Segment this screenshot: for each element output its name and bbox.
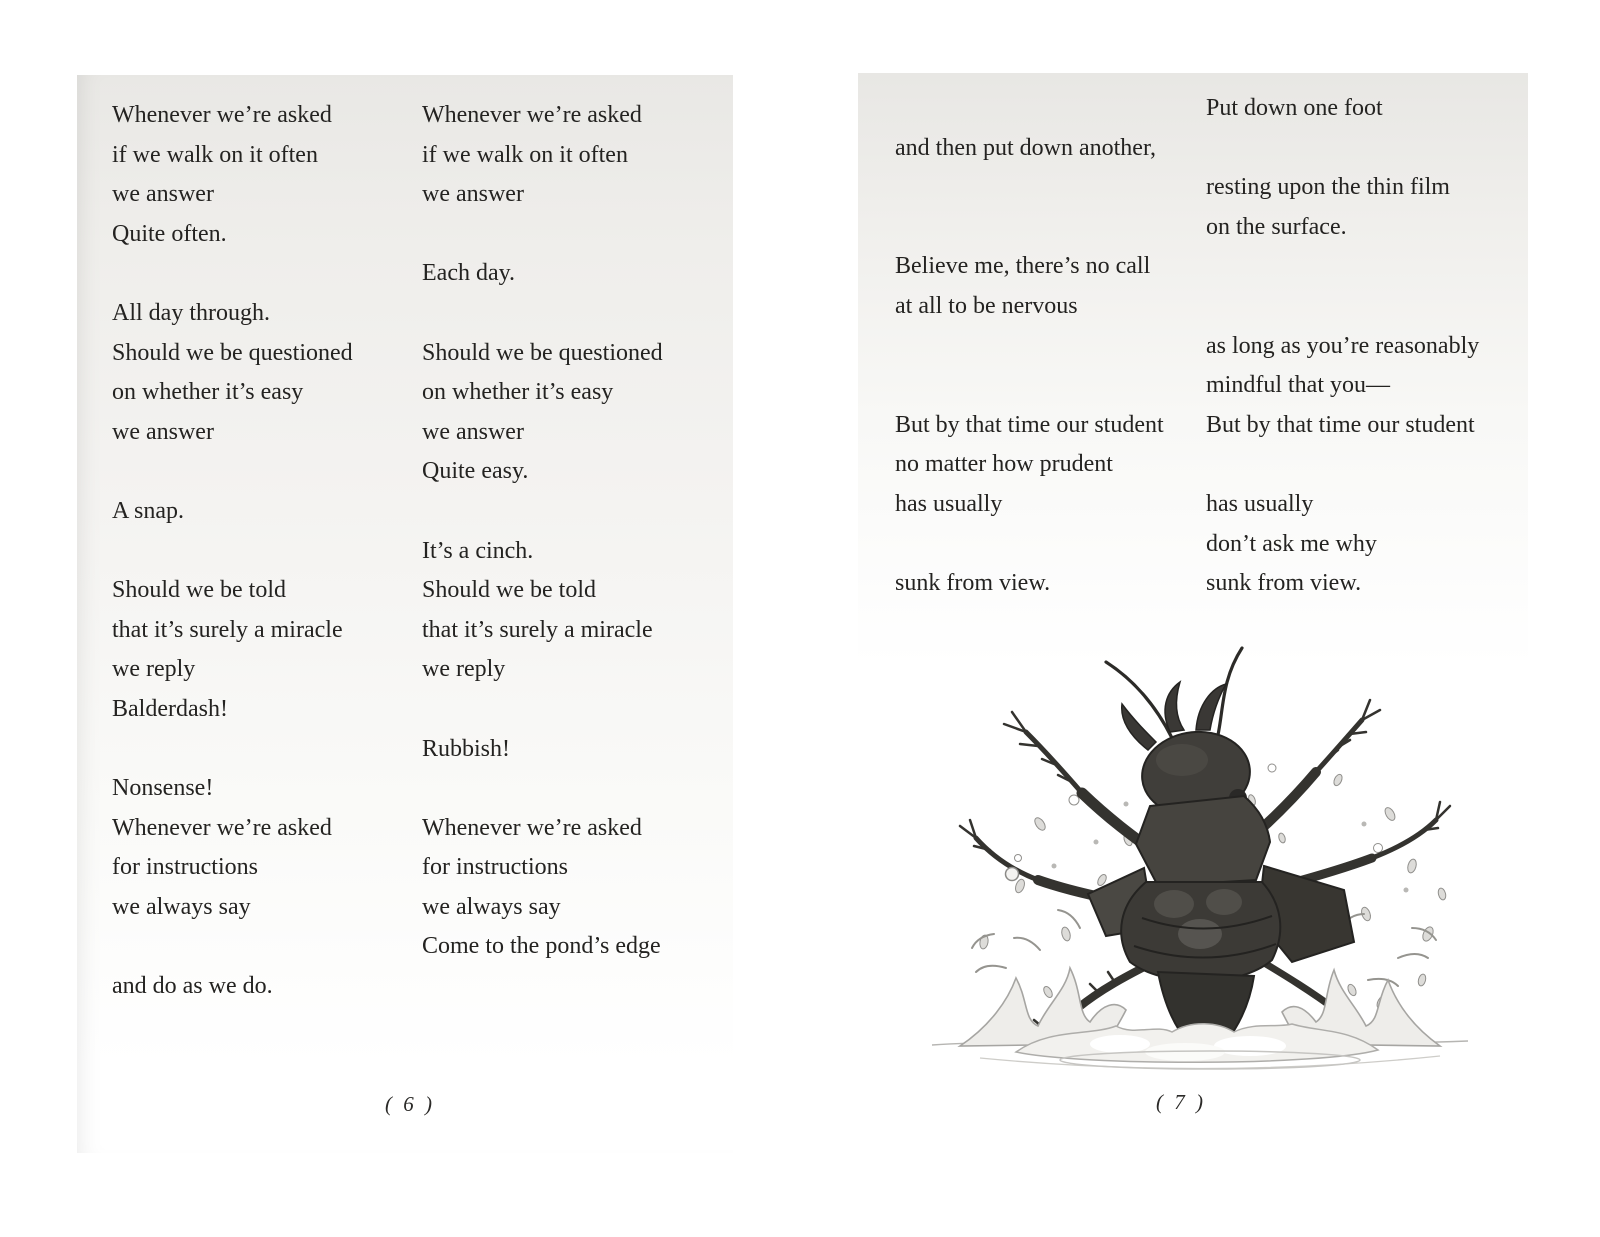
poem-line-blank [895, 327, 1164, 367]
poem-line: if we walk on it often [422, 141, 628, 168]
poem-line-blank [1206, 129, 1479, 169]
poem-line: resting upon the thin film [1206, 174, 1450, 201]
poem-column-left-voice [112, 96, 353, 1007]
poem-line: Rubbish! [422, 735, 511, 762]
page-number: ( 7 ) [1156, 1090, 1206, 1114]
poem-line-blank [895, 208, 1164, 248]
poem-line: But by that time our student [895, 411, 1164, 438]
poem-line-blank [422, 769, 663, 809]
poem-line: that it’s surely a miracle [112, 616, 343, 643]
poem-line-blank [895, 366, 1164, 406]
poem-line-blank [895, 168, 1164, 208]
poem-line: we always say [112, 893, 251, 920]
poem-line: we reply [112, 656, 196, 683]
book-page-left [77, 75, 733, 1153]
poem-line: that it’s surely a miracle [422, 616, 653, 643]
poem-line: Believe me, there’s no call [895, 253, 1151, 280]
poem-line-blank [422, 215, 663, 255]
poem-line: we answer [112, 418, 214, 445]
beetle-body [1088, 682, 1354, 1042]
poem-line: Balderdash! [112, 695, 228, 722]
poem-line: don’t ask me why [1206, 530, 1377, 557]
poem-line: no matter how prudent [895, 451, 1113, 478]
poem-column-right-voice [1206, 89, 1479, 604]
poem-line: we answer [422, 181, 524, 208]
poem-line: Whenever we’re asked [112, 814, 332, 841]
poem-line: sunk from view. [1206, 570, 1362, 597]
poem-line: Should we be told [422, 577, 596, 604]
poem-line-blank [112, 730, 353, 770]
poem-line: we answer [422, 418, 524, 445]
page-number: ( 6 ) [385, 1092, 435, 1116]
poem-line: Each day. [422, 260, 516, 287]
poem-line-blank [1206, 287, 1479, 327]
poem-line: Should we be questioned [422, 339, 663, 366]
beetle-splash-illustration [920, 628, 1480, 1078]
poem-line: if we walk on it often [112, 141, 318, 168]
poem-line: Whenever we’re asked [422, 102, 642, 128]
poem-line: All day through. [112, 299, 270, 326]
poem-line: and then put down another, [895, 134, 1156, 161]
book-page-right [858, 73, 1528, 1153]
poem-line: Should we be questioned [112, 339, 353, 366]
poem-line-blank [112, 532, 353, 572]
poem-line: Come to the pond’s edge [422, 933, 661, 960]
poem-line: Put down one foot [1206, 95, 1383, 121]
poem-line: Quite often. [112, 220, 227, 247]
poem-column-left-voice [895, 89, 1164, 604]
poem-line: we answer [112, 181, 214, 208]
poem-line: Quite easy. [422, 458, 529, 485]
poem-line-blank [895, 525, 1164, 565]
poem-line-blank [422, 492, 663, 532]
poem-line-blank [112, 254, 353, 294]
poem-line: Whenever we’re asked [422, 814, 642, 841]
poem-line: Should we be told [112, 577, 286, 604]
poem-line-blank [422, 690, 663, 730]
poem-line-blank [112, 927, 353, 967]
poem-line-blank [1206, 247, 1479, 287]
poem-line: Whenever we’re asked [112, 102, 332, 128]
poem-line: Nonsense! [112, 775, 214, 802]
poem-line: at all to be nervous [895, 292, 1078, 319]
poem-line: It’s a cinch. [422, 537, 534, 564]
poem-line: on the surface. [1206, 213, 1347, 240]
poem-line: for instructions [112, 854, 258, 881]
poem-line: and do as we do. [112, 973, 273, 1000]
poem-line: has usually [895, 490, 1003, 517]
poem-line-blank [422, 294, 663, 334]
poem-line-blank [895, 89, 1164, 129]
poem-line: has usually [1206, 490, 1314, 517]
poem-line: we reply [422, 656, 506, 683]
poem-line: on whether it’s easy [422, 379, 614, 406]
poem-line: we always say [422, 893, 561, 920]
poem-line: A snap. [112, 497, 184, 524]
poem-column-right-voice [422, 96, 663, 967]
poem-line: as long as you’re reasonably [1206, 332, 1480, 359]
poem-line-blank [1206, 445, 1479, 485]
poem-line: mindful that you— [1206, 372, 1390, 399]
poem-line: But by that time our student [1206, 411, 1475, 438]
poem-line: on whether it’s easy [112, 379, 304, 406]
poem-line-blank [112, 452, 353, 492]
poem-line: for instructions [422, 854, 568, 881]
poem-line: sunk from view. [895, 570, 1051, 597]
